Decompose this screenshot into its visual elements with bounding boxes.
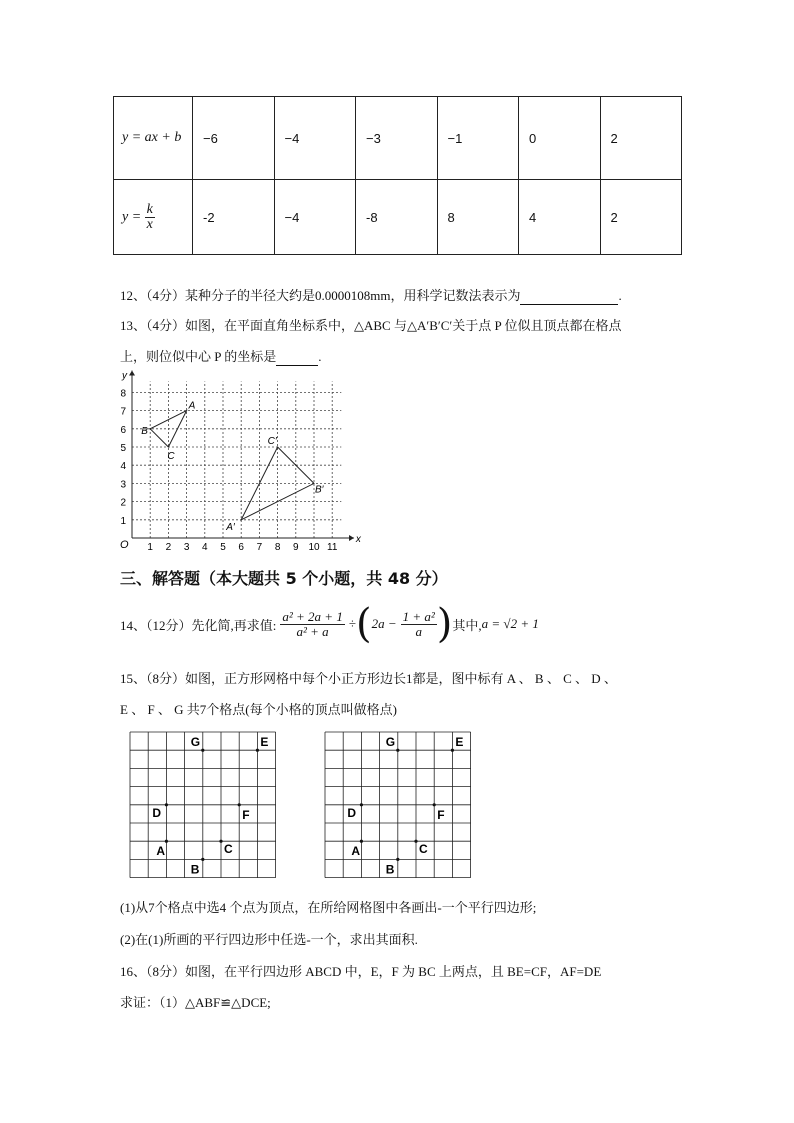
- x-arrow-icon: [349, 535, 354, 541]
- q14-div: ÷: [348, 616, 356, 631]
- row2-function: [114, 180, 193, 255]
- y-axis-label: y: [122, 370, 127, 382]
- grid-point: [414, 840, 417, 843]
- table-cell: ‑2: [193, 180, 275, 255]
- grid-point: [451, 749, 454, 752]
- question-14: [120, 601, 539, 647]
- point-label-c: C: [224, 842, 233, 857]
- q14-fraction-2: [401, 610, 437, 639]
- point-label-d: D: [152, 805, 162, 820]
- point-label-g: G: [190, 735, 201, 750]
- question-13-line1: 13、（4分）如图，在平面直角坐标系中，△ABC 与△A′B′C′关于点 P 位似且顶点都在格点: [120, 318, 622, 333]
- frac-den: x: [146, 216, 153, 232]
- y-tick-label: 1: [120, 515, 126, 527]
- question-16-line2: 求证：（1）△ABF≌△DCE;: [120, 995, 271, 1010]
- table-cell: −4: [274, 97, 356, 180]
- frac-num: 1 + a²: [402, 608, 435, 624]
- grid-point: [165, 840, 168, 843]
- k-over-x-fraction: [145, 203, 155, 232]
- q14-paren-right: ): [436, 601, 453, 647]
- question-15-line2: E 、 F 、 G 共7个格点(每个小格的顶点叫做格点): [120, 702, 397, 717]
- answer-blank: [520, 288, 618, 305]
- vertex-label-b: B: [141, 425, 148, 437]
- table-cell: −3: [356, 97, 438, 180]
- question-12: [120, 285, 622, 305]
- frac-num: k: [146, 201, 153, 217]
- x-tick-label: 4: [202, 542, 208, 553]
- q12-end: .: [618, 288, 622, 303]
- point-label-a: A: [156, 844, 166, 859]
- coordinate-plot: [112, 366, 361, 556]
- q12-text: 12、（4分）某种分子的半径大约是0.0000108mm，用科学记数法表示为: [120, 288, 521, 303]
- q13-end: .: [318, 349, 322, 364]
- x-tick-label: 9: [293, 542, 299, 553]
- question-15-sub2: (2)在(1)所画的平行四边形中任选-一个，求出其面积.: [120, 932, 418, 947]
- y-tick-label: 6: [120, 424, 126, 436]
- point-label-e: E: [260, 735, 269, 750]
- point-label-e: E: [455, 735, 464, 750]
- grid-point: [256, 749, 259, 752]
- grid-point: [396, 749, 399, 752]
- vertex-label-a-prime: A′: [226, 521, 235, 533]
- q14-suffix: 其中,: [452, 617, 482, 633]
- vertex-label-a: A: [188, 400, 196, 412]
- grid-point: [201, 858, 204, 861]
- grid-point: [238, 803, 241, 806]
- x-tick-label: 5: [220, 542, 226, 553]
- point-label-c: C: [419, 842, 428, 857]
- lattice-grid-right: [323, 730, 473, 880]
- frac-den: a² + a: [296, 623, 329, 639]
- grid-point: [219, 840, 222, 843]
- table-row: [114, 97, 682, 180]
- table-cell: −6: [193, 97, 275, 180]
- q14-value: a = √2 + 1: [481, 616, 539, 631]
- vertex-label-c: C: [167, 451, 175, 462]
- x-tick-label: 10: [308, 542, 320, 553]
- point-label-b: B: [385, 862, 395, 877]
- y-arrow-icon: [129, 371, 135, 376]
- q14-paren-left: (: [355, 601, 372, 647]
- x-tick-label: 8: [274, 542, 281, 553]
- grid-point: [360, 840, 363, 843]
- point-label-f: F: [242, 807, 250, 822]
- table-row: [114, 180, 682, 255]
- row1-function: y = ax + b: [114, 97, 193, 180]
- frac-den: a: [415, 623, 422, 639]
- answer-blank: [276, 349, 318, 366]
- grid-point: [433, 803, 436, 806]
- vertex-label-c-prime: C′: [267, 436, 277, 447]
- value-table: [113, 96, 682, 255]
- table-cell: ‑8: [356, 180, 438, 255]
- q14-fraction-1: [280, 610, 344, 639]
- origin-label: O: [120, 539, 129, 551]
- point-label-g: G: [385, 735, 396, 750]
- point-label-b: B: [190, 862, 200, 877]
- grid-point: [360, 803, 363, 806]
- table-cell: −4: [274, 180, 356, 255]
- x-tick-label: 11: [327, 542, 338, 553]
- y-tick-label: 7: [120, 406, 126, 418]
- point-label-f: F: [437, 807, 445, 822]
- frac-num: a² + 2a + 1: [282, 608, 343, 624]
- plot-grid: [132, 381, 341, 538]
- y-tick-label: 5: [120, 443, 126, 454]
- table-cell: −1: [437, 97, 519, 180]
- x-tick-label: 1: [147, 542, 153, 553]
- grid-point: [396, 858, 399, 861]
- x-tick-label: 3: [183, 542, 190, 553]
- table-cell: 2: [600, 180, 682, 255]
- table-cell: 0: [519, 97, 601, 180]
- x-axis-label: x: [355, 534, 361, 545]
- q14-inner: 2a −: [371, 616, 397, 631]
- grid-point: [165, 803, 168, 806]
- grid-point: [201, 749, 204, 752]
- point-label-d: D: [347, 805, 357, 820]
- q13-line2-text: 上，则位似中心 P 的坐标是: [120, 349, 277, 364]
- y-tick-label: 4: [120, 461, 126, 473]
- y-tick-label: 3: [120, 479, 126, 491]
- lattice-grid-left: [128, 730, 278, 880]
- y-tick-label: 8: [120, 388, 126, 400]
- x-tick-label: 6: [238, 542, 244, 553]
- y-tick-label: 2: [120, 497, 126, 509]
- vertex-label-b-prime: B′: [315, 484, 324, 496]
- question-15-sub1: (1)从7个格点中选4 个点为顶点，在所给网格图中各画出-一个平行四边形;: [120, 900, 537, 915]
- x-tick-label: 2: [165, 542, 172, 553]
- q14-prefix: 14、（12分）先化简,再求值:: [120, 617, 277, 633]
- x-tick-label: 7: [256, 542, 263, 553]
- question-16-line1: 16、（8分）如图，在平行四边形 ABCD 中，E，F 为 BC 上两点，且 BE=CF，AF=DE: [120, 964, 602, 979]
- question-15-line1: 15、（8分）如图，正方形网格中每个小正方形边长1都是，图中标有 A 、 B 、 C 、 D 、: [120, 671, 617, 686]
- question-13-line2: [120, 346, 322, 366]
- table-cell: 2: [600, 97, 682, 180]
- point-label-a: A: [351, 844, 361, 859]
- table-cell: 8: [437, 180, 519, 255]
- table-cell: 4: [519, 180, 601, 255]
- row2-func-left: y =: [122, 209, 142, 225]
- section-title: 三、解答题（本大题共 5 个小题，共 48 分）: [120, 569, 448, 588]
